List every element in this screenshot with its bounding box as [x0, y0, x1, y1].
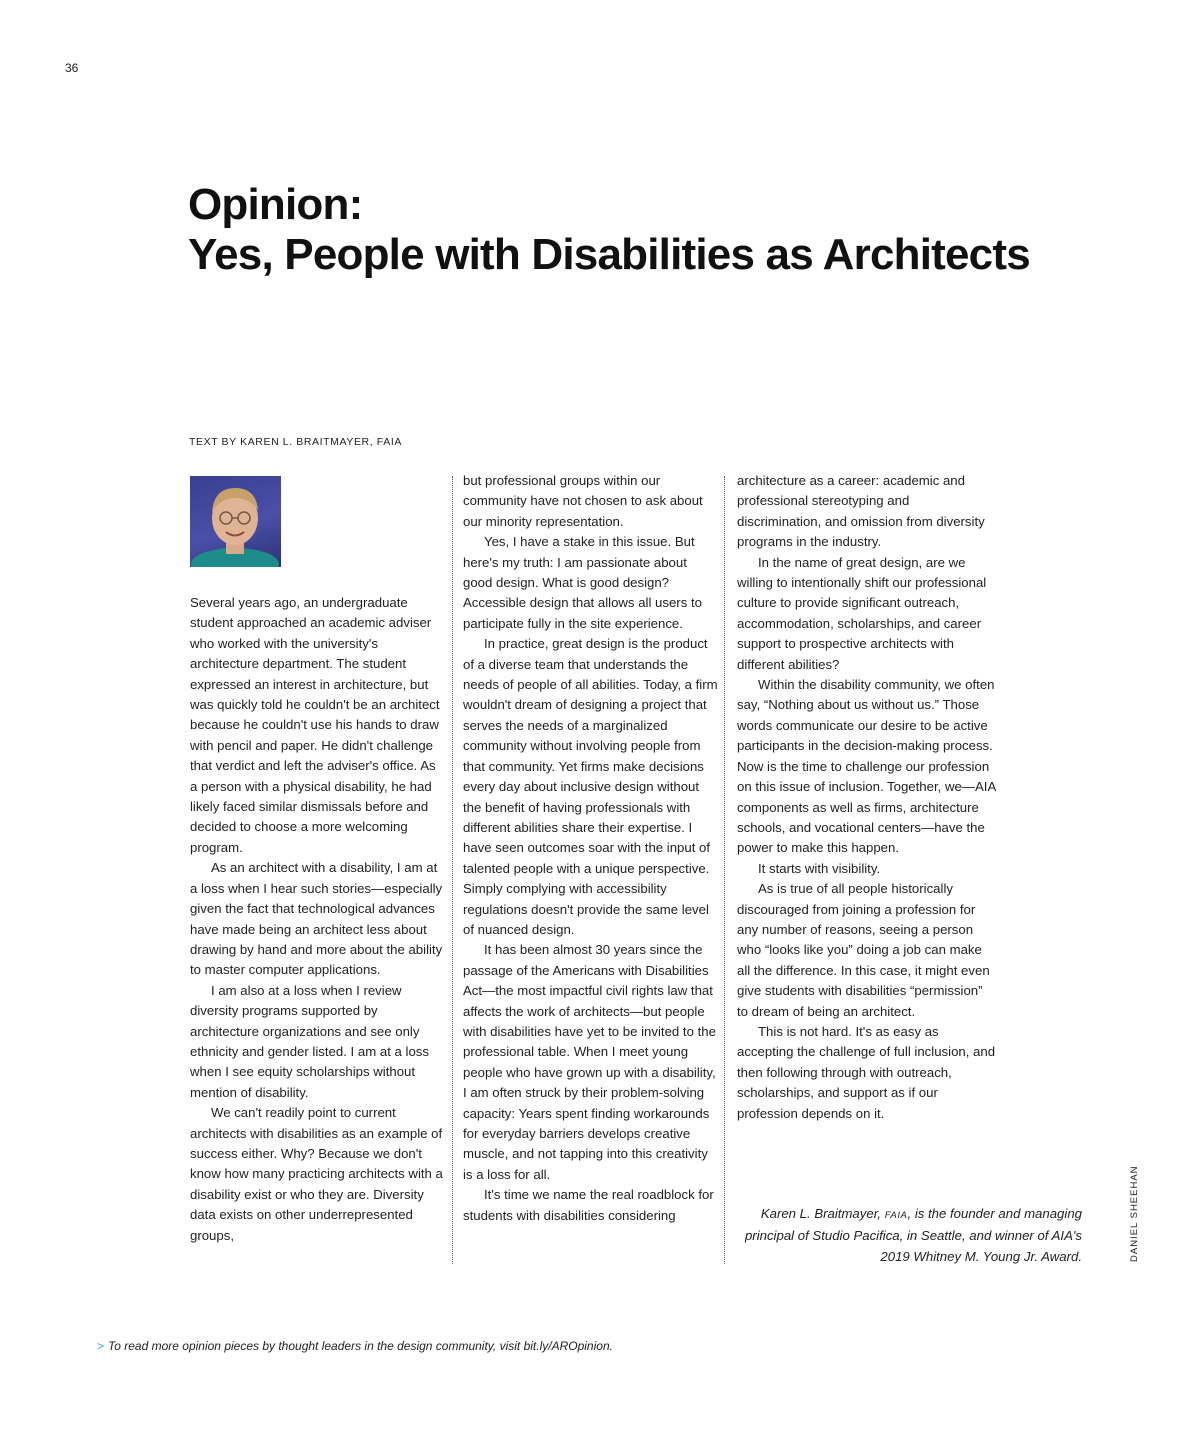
paragraph: It starts with visibility. [758, 860, 881, 876]
bio-credential: FAIA [884, 1210, 908, 1221]
column-divider [452, 476, 453, 1264]
paragraph: As is true of all people historically discouraged from joining a profession for any number of reasons, seeing a person who “looks like you” doing a job can make all the difference. In this case, it might even give students with disabilities “permission” to dream of being an architect. [737, 881, 990, 1019]
text-column-2 [463, 471, 718, 1226]
title-line-1: Opinion: [188, 180, 363, 229]
author-portrait [190, 476, 281, 567]
bio-name: Karen L. Braitmayer, [760, 1206, 885, 1221]
paragraph: This is not hard. It's as easy as accepting the challenge of full inclusion, and then following through with outreach, scholarships, and support as if our profession depends on it. [737, 1023, 996, 1121]
column-divider [724, 476, 725, 1264]
paragraph: I am also at a loss when I review diversity programs supported by architecture organizations and see only ethnicity and gender listed. I am at a loss when I see equity scholarships without mention of disability. [190, 982, 429, 1100]
paragraph: Yes, I have a stake in this issue. But here's my truth: I am passionate about good design. What is good design? Accessible design that allows all users to participate fully in the site experience. [463, 534, 702, 631]
text-column-1 [190, 593, 445, 1246]
footer-text: To read more opinion pieces by thought leaders in the design community, visit bit.ly/AROpinion. [108, 1339, 613, 1353]
bio-text: , is the founder and managing principal of Studio Pacifica, in Seattle, and winner of AIA's 2019 Whitney M. Young Jr. Award. [744, 1206, 1082, 1264]
paragraph: Several years ago, an undergraduate student approached an academic adviser who worked with the university's architecture department. The student expressed an interest in architecture, but was quickly told he couldn't be an architect because he couldn't use his hands to draw with pencil and paper. He didn't challenge that verdict and left the adviser's office. As a person with a physical disability, he had likely faced similar dismissals before and decided to choose a more welcoming program. [190, 595, 440, 855]
paragraph: but professional groups within our community have not chosen to ask about our minority representation. [463, 473, 703, 529]
paragraph: architecture as a career: academic and professional stereotyping and discrimination, and omission from diversity programs in the industry. [737, 473, 985, 550]
paragraph: We can't readily point to current architects with disabilities as an example of success either. Why? Because we don't know how many practicing architects with a disability exist or who they are. Diversity data exists on other underrepresented groups, [190, 1105, 443, 1243]
byline: TEXT BY KAREN L. BRAITMAYER, FAIA [189, 436, 402, 448]
paragraph: In practice, great design is the product of a diverse team that understands the needs of people of all abilities. Today, a firm wouldn't dream of designing a project that serves the needs of a marginalized community without involving people from that community. Yet firms make decisions every day about inclusive design without the benefit of having professionals with different abilities share their expertise. I have seen outcomes soar with the input of talented people with a unique perspective. Simply complying with accessibility regulations doesn't provide the same level of nuanced design. [463, 636, 718, 937]
title-line-2: Yes, People with Disabilities as Architects [188, 230, 1030, 279]
text-column-3 [737, 471, 997, 1124]
paragraph: It's time we name the real roadblock for students with disabilities considering [463, 1187, 714, 1223]
chevron-right-icon: > [97, 1339, 105, 1353]
footer-note [97, 1339, 613, 1353]
author-bio [730, 1204, 1082, 1267]
page-number: 36 [65, 61, 79, 75]
photo-credit: DANIEL SHEEHAN [1129, 1165, 1140, 1262]
paragraph: Within the disability community, we often say, “Nothing about us without us.” Those words communicate our desire to be active participants in the decision-making process. Now is the time to challenge our profession on this issue of inclusion. Together, we—AIA components as well as firms, architecture schools, and vocational centers—have the power to make this happen. [737, 677, 996, 856]
paragraph: As an architect with a disability, I am at a loss when I hear such stories—especially given the fact that technological advances have made being an architect less about drawing by hand and more about the ability to master computer applications. [190, 860, 443, 978]
article-title [188, 180, 1128, 280]
paragraph: In the name of great design, are we willing to intentionally shift our professional culture to provide significant outreach, accommodation, scholarships, and career support to prospective architects with different abilities? [737, 554, 987, 672]
paragraph: It has been almost 30 years since the passage of the Americans with Disabilities Act—the most impactful civil rights law that affects the work of architects—but people with disabilities have yet to be invited to the professional table. When I meet young people who have grown up with a disability, I am often struck by their problem-solving capacity: Years spent finding workarounds for everyday barriers develops creative muscle, and not tapping into this creativity is a loss for all. [463, 942, 716, 1182]
